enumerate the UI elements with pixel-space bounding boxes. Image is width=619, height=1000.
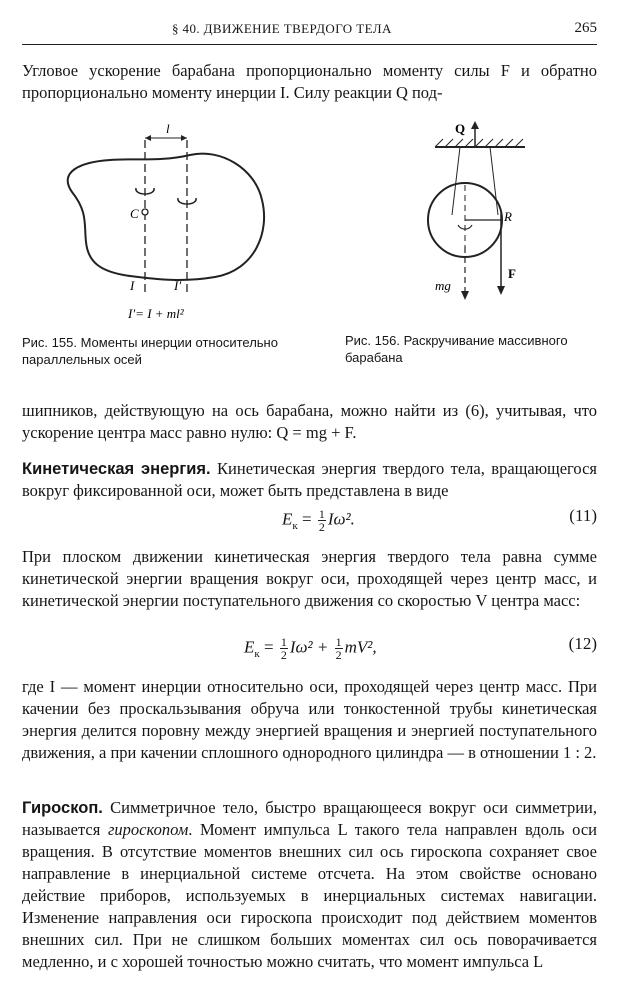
gyroscope-heading: Гироскоп. xyxy=(22,799,103,817)
label-F: F xyxy=(508,266,516,281)
center-of-mass-point xyxy=(142,209,148,215)
equation-11-number: (11) xyxy=(569,506,597,525)
label-Q: Q xyxy=(455,121,466,136)
gyroscope-paragraph: Гироскоп. Симметричное тело, быстро вращающееся вокруг оси симметрии, называется гироскопом. Момент импульса L такого тела направлен вдоль оси вращения. В отсутствие моментов внешних сил ось гироскопа сохраняет свое направление в инерциальной системе отсчета. На этом свойстве основано действие приборов, используемых в инерциальных системах навигации. Изменение направления оси гироскопа происходит под действием моментов внешних сил. При не слишком больших моментах сил ось поворачивается медленно, и с хорошей точностью можно считать, что момент импульса L xyxy=(22,798,597,971)
where-paragraph: где I — момент инерции относительно оси, проходящей через центр масс. При качении без проскальзывания обруча или тонкостенной трубы кинетическая энергия делится поровну между энергией вращения и энергией поступательного движения, а при качении сплошного однородного цилиндра — в отношении 1 : 2. xyxy=(22,677,597,762)
moment-formula: I′= I + ml² xyxy=(128,306,184,321)
kinetic-energy-paragraph: Кинетическая энергия. Кинетическая энергия твердого тела, вращающегося вокруг фиксированной оси, может быть представлена в виде xyxy=(22,459,597,500)
label-C: C xyxy=(130,206,139,221)
label-R: R xyxy=(504,209,512,224)
figure-155-caption: Рис. 155. Моменты инерции относительно параллельных осей xyxy=(22,335,278,367)
label-I: I xyxy=(130,278,135,293)
intro-paragraph: Угловое ускорение барабана пропорционально моменту силы F и обратно пропорционально моменту инерции I. Силу реакции Q под- xyxy=(22,61,597,102)
figure-156-caption: Рис. 156. Раскручивание массивного барабана xyxy=(345,333,568,365)
equation-12-number: (12) xyxy=(568,634,597,653)
label-I-prime: I′ xyxy=(174,278,182,293)
equation-11: $E_к$ = $\frac{1}{2}$ Iω². (11) xyxy=(282,506,597,534)
bearings-paragraph: шипников, действующую на ось барабана, можно найти из (6), учитывая, что ускорение центра масс равно нулю: Q = mg + F. xyxy=(22,401,597,442)
label-l: l xyxy=(166,121,170,136)
rigid-body-outline xyxy=(68,154,264,280)
figure-155 xyxy=(50,120,280,325)
label-mg: mg xyxy=(435,278,451,293)
running-header xyxy=(22,20,597,45)
figure-156 xyxy=(400,115,550,315)
kinetic-energy-heading: Кинетическая энергия. xyxy=(22,460,211,478)
section-title: § 40. ДВИЖЕНИЕ ТВЕРДОГО ТЕЛА xyxy=(172,21,392,36)
page-number: 265 xyxy=(574,20,597,36)
plane-motion-paragraph: При плоском движении кинетическая энергия твердого тела равна сумме кинетической энергии вращения вокруг оси, проходящей через центр масс, и кинетической энергии поступательного движения со скоростью V центра масс: xyxy=(22,547,597,610)
equation-12: $E_к$ = $\frac{1}{2}$ Iω² + $\frac{1}{2}$ mV², (12) xyxy=(244,634,597,662)
